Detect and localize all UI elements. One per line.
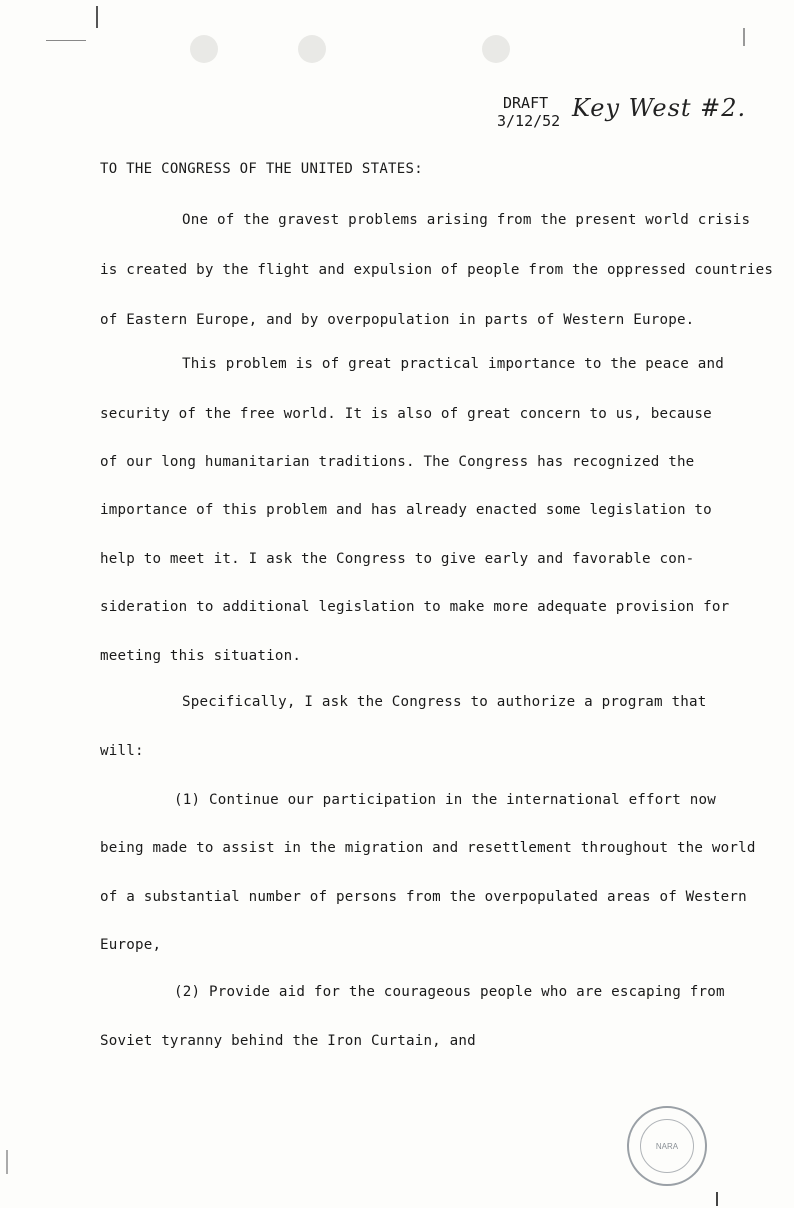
body-line: (2) Provide aid for the courageous people who are escaping from (174, 984, 725, 1000)
draft-header (497, 94, 560, 130)
margin-mark (96, 6, 98, 28)
body-line: will: (100, 743, 144, 759)
body-line: of a substantial number of persons from the overpopulated areas of Western (100, 889, 747, 905)
draft-label: DRAFT (503, 94, 549, 112)
punch-hole-left (190, 35, 218, 63)
draft-date: 3/12/52 (497, 112, 561, 130)
body-line: sideration to additional legislation to make more adequate provision for (100, 599, 730, 615)
body-line: is created by the flight and expulsion of people from the oppressed countries (100, 262, 774, 278)
body-line: being made to assist in the migration and resettlement throughout the world (100, 840, 756, 856)
body-line: of Eastern Europe, and by overpopulation in parts of Western Europe. (100, 312, 695, 328)
archive-stamp-center: NARA (640, 1119, 694, 1173)
body-line: of our long humanitarian traditions. The Congress has recognized the (100, 454, 695, 470)
archive-stamp (627, 1106, 707, 1186)
handwritten-note: Key West #2. (572, 94, 747, 122)
margin-mark (6, 1150, 8, 1174)
body-line: (1) Continue our participation in the international effort now (174, 792, 716, 808)
body-line: One of the gravest problems arising from the present world crisis (182, 212, 751, 228)
body-line: security of the free world. It is also of great concern to us, because (100, 406, 712, 422)
margin-mark (716, 1192, 718, 1206)
body-line: Specifically, I ask the Congress to authorize a program that (182, 694, 707, 710)
body-line: Europe, (100, 937, 162, 953)
body-line: This problem is of great practical importance to the peace and (182, 356, 724, 372)
body-line: help to meet it. I ask the Congress to give early and favorable con- (100, 551, 695, 567)
punch-hole-middle (298, 35, 326, 63)
margin-mark (743, 28, 745, 46)
body-line: importance of this problem and has already enacted some legislation to (100, 502, 712, 518)
punch-hole-right (482, 35, 510, 63)
margin-mark (46, 40, 86, 41)
body-line: meeting this situation. (100, 648, 302, 664)
body-line: Soviet tyranny behind the Iron Curtain, and (100, 1033, 476, 1049)
salutation: TO THE CONGRESS OF THE UNITED STATES: (100, 161, 423, 177)
